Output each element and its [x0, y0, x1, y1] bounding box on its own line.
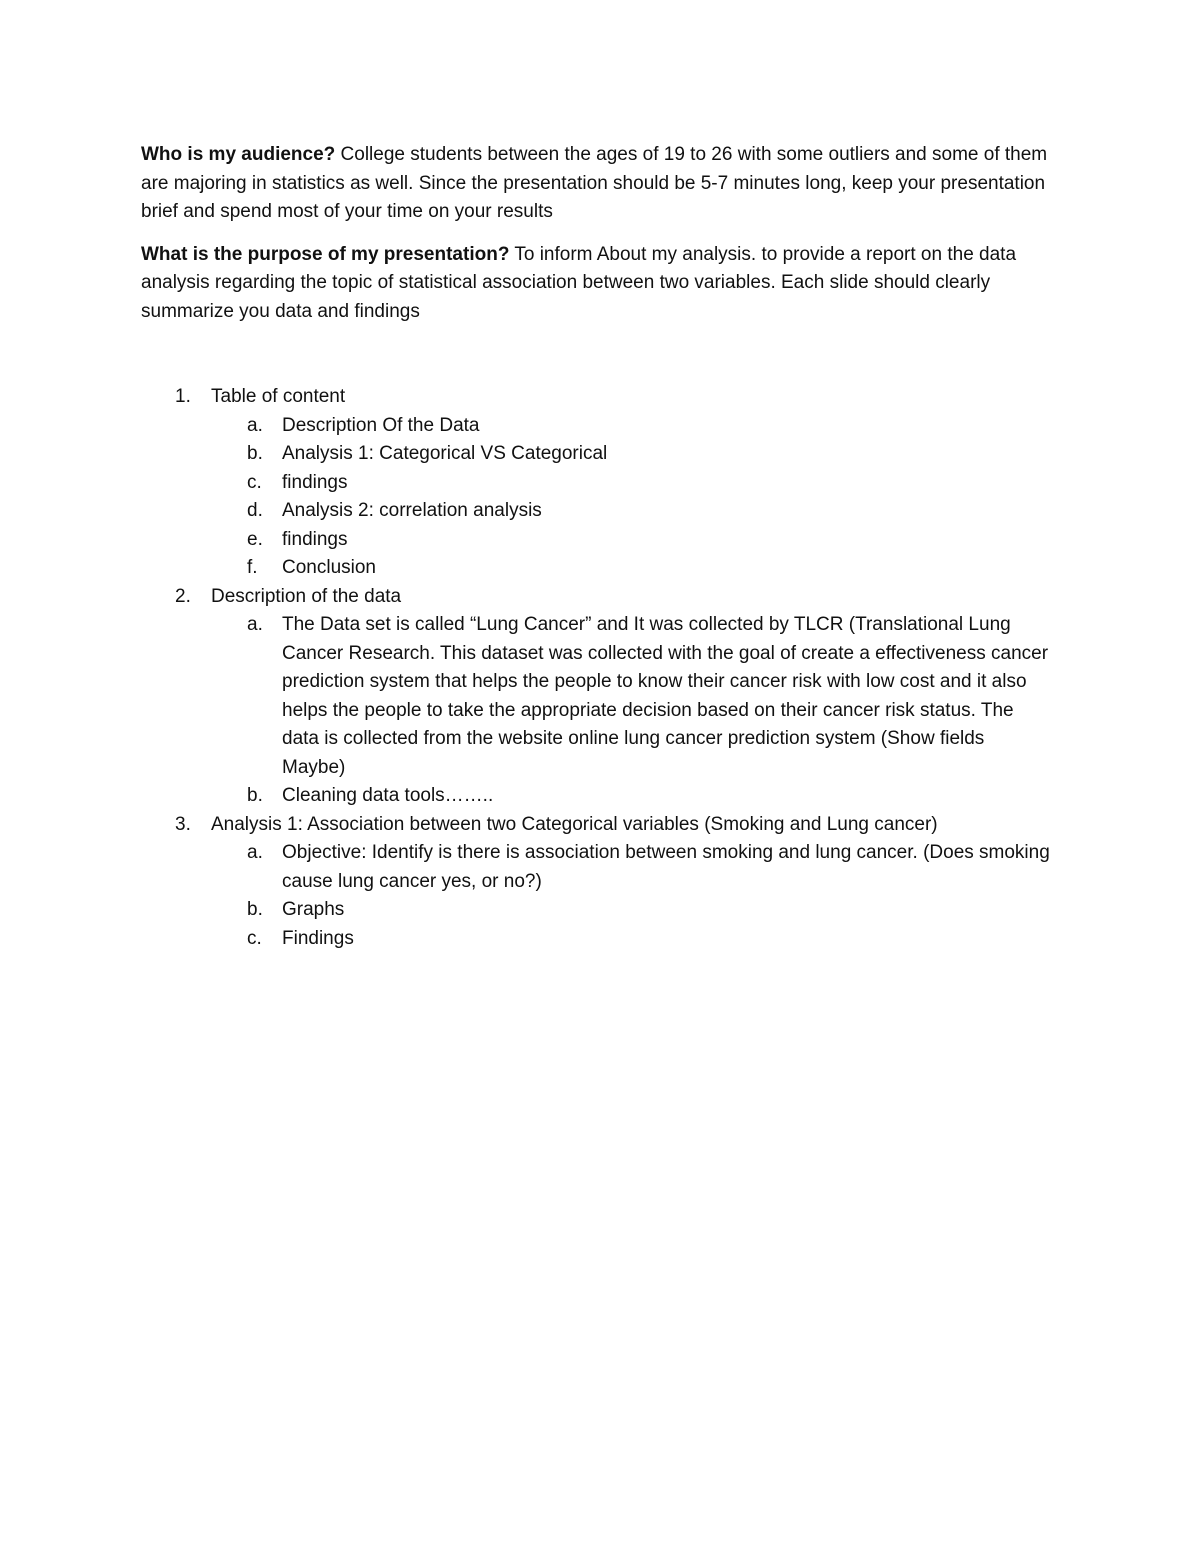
list-item — [211, 440, 1051, 469]
sub-text: findings — [282, 528, 348, 550]
list-item — [211, 896, 1051, 925]
presentation-outline — [141, 383, 1051, 953]
audience-paragraph — [141, 141, 1051, 227]
outline-title: Table of content — [211, 386, 346, 407]
sub-letter: f. — [247, 557, 258, 578]
list-item — [211, 925, 1051, 954]
outline-title: Description of the data — [211, 585, 402, 607]
outline-item-table-of-content — [141, 383, 1051, 583]
sub-text: Analysis 1: Categorical VS Categorical — [282, 443, 608, 464]
outline-item-analysis-1 — [141, 811, 1051, 954]
list-item — [211, 611, 1051, 782]
list-item — [211, 526, 1051, 555]
list-item — [211, 782, 1051, 811]
sub-letter: d. — [247, 500, 263, 521]
outline-number: 2. — [175, 585, 191, 607]
outline-number: 1. — [175, 386, 191, 407]
audience-text: College students between the ages of 19 to 26 with some outliers and some of them are majoring in statistics as well. Since the presentation should be 5-7 minutes long, keep your presentation brief and spend most of your time on your results — [141, 144, 1048, 222]
sub-text: Cleaning data tools…….. — [282, 785, 494, 806]
sub-text: Findings — [282, 927, 354, 949]
sub-letter: a. — [247, 414, 263, 436]
sub-letter: e. — [247, 528, 263, 550]
purpose-text: To inform About my analysis. to provide a report on the data analysis regarding the topic of statistical association between two variables. Each slide should clearly summarize you data and findings — [141, 243, 1017, 322]
list-item — [211, 839, 1051, 896]
sub-letter: c. — [247, 927, 262, 949]
sub-letter: a. — [247, 614, 263, 635]
sub-text: The Data set is called “Lung Cancer” and It was collected by TLCR (Translational Lung Cancer Research. This dataset was collected with the goal of create a effectiveness cancer prediction system that helps the people to know their cancer risk with low cost and it also helps the people to take the appropriate decision based on their cancer risk status. The data is collected from the website online lung cancer prediction system (Show fields Maybe) — [282, 614, 1049, 778]
outline-subitems — [211, 839, 1051, 953]
list-item — [211, 497, 1051, 526]
list-item — [211, 554, 1051, 583]
sub-text: Conclusion — [282, 557, 376, 578]
outline-subitems — [211, 611, 1051, 811]
outline-title: Analysis 1: Association between two Categorical variables (Smoking and Lung cancer) — [211, 813, 938, 835]
outline-number: 3. — [175, 813, 191, 835]
outline-subitems — [211, 412, 1051, 583]
blank-space — [141, 340, 1051, 383]
sub-text: findings — [282, 471, 348, 493]
sub-text: Description Of the Data — [282, 414, 480, 436]
sub-text: Objective: Identify is there is association between smoking and lung cancer. (Does smoking cause lung cancer yes, or no?) — [282, 842, 1050, 892]
sub-text: Analysis 2: correlation analysis — [282, 500, 542, 521]
sub-letter: b. — [247, 785, 263, 806]
list-item — [211, 412, 1051, 441]
sub-letter: a. — [247, 842, 263, 863]
sub-text: Graphs — [282, 899, 345, 920]
sub-letter: b. — [247, 899, 263, 920]
list-item — [211, 469, 1051, 498]
outline-item-description-of-data — [141, 583, 1051, 811]
sub-letter: c. — [247, 471, 262, 493]
sub-letter: b. — [247, 443, 263, 464]
audience-label: Who is my audience? — [141, 144, 336, 165]
document-body — [141, 141, 1051, 953]
purpose-paragraph — [141, 241, 1051, 327]
purpose-label: What is the purpose of my presentation? — [141, 243, 510, 265]
